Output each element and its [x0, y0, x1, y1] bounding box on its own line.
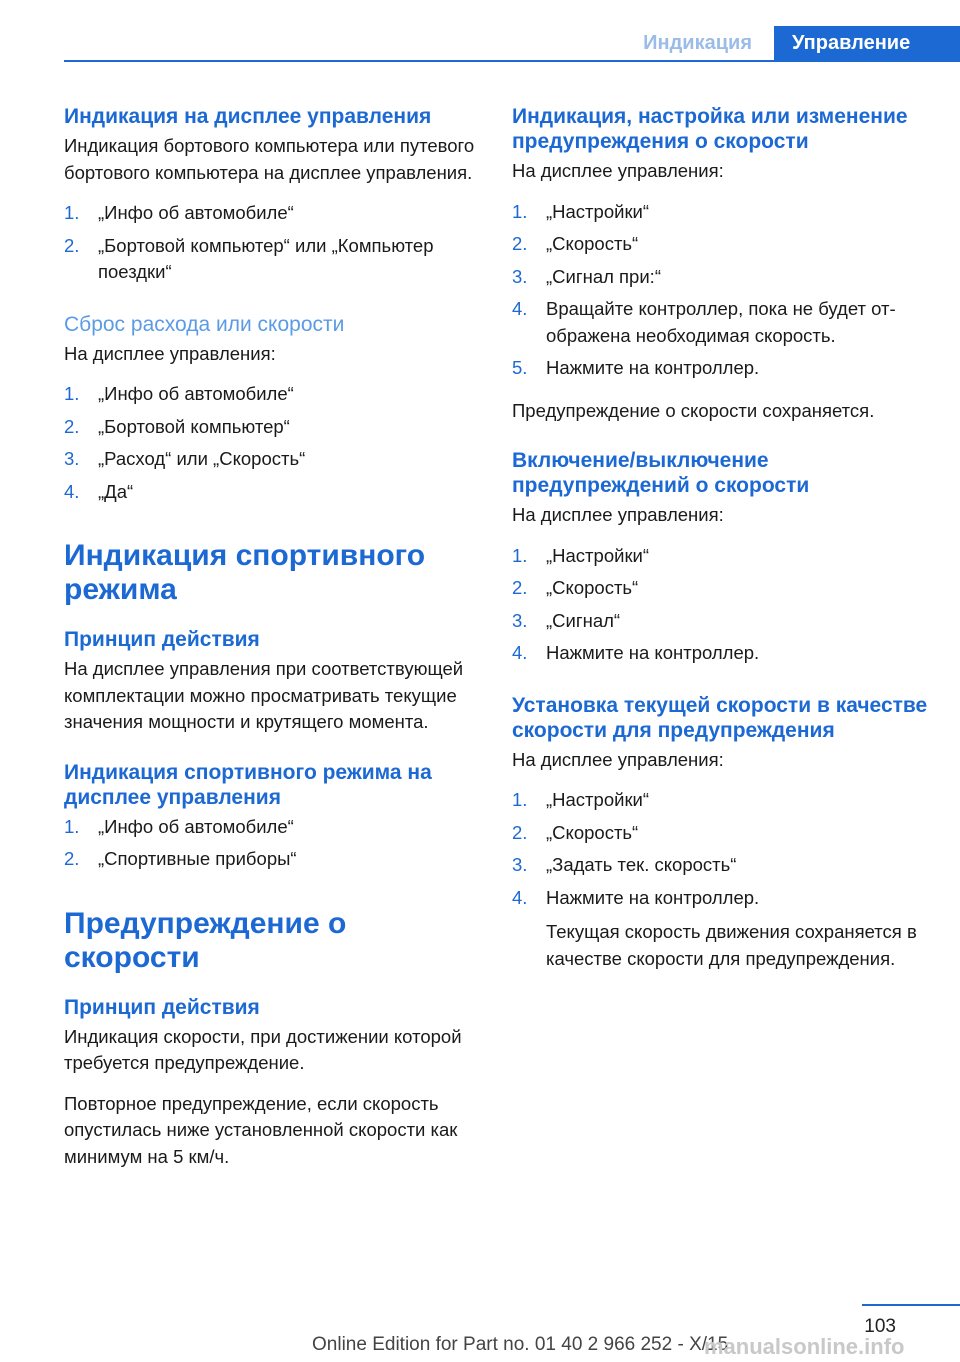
list-item-text: „Спортивные приборы“ — [98, 848, 297, 869]
list-item-text: Нажмите на контроллер. — [546, 886, 760, 908]
list-item-text: „Скорость“ — [546, 577, 639, 598]
list-item — [512, 852, 932, 879]
list-number: 3. — [512, 854, 528, 875]
list-item — [64, 233, 476, 286]
section-title: Сброс расхода или скорости — [64, 312, 345, 336]
steps-list — [512, 199, 932, 382]
list-number: 1. — [512, 544, 528, 566]
list-item — [64, 846, 476, 873]
list-item-text: „Инфо об автомобиле“ — [98, 383, 294, 404]
tab-control[interactable]: Управление — [774, 26, 960, 60]
paragraph: На дисплее управления: — [512, 748, 724, 770]
list-number: 1. — [64, 383, 80, 404]
list-number: 1. — [512, 789, 528, 810]
paragraph: На дисплее управления при соответствующей комплектации можно просматривать текущие значения мощности и крутящего момента. — [64, 658, 464, 732]
left-column — [64, 104, 476, 1184]
list-item — [64, 414, 476, 441]
footer-rule — [862, 1304, 960, 1306]
list-item — [512, 264, 932, 291]
list-item — [64, 446, 476, 473]
list-number: 5. — [512, 357, 528, 378]
list-item-text: „Настройки“ — [546, 200, 650, 222]
list-number: 2. — [64, 848, 80, 869]
list-item — [512, 820, 932, 847]
edition-text: Online Edition for Part no. 01 40 2 966 252 - X/15 — [312, 1334, 729, 1355]
list-number: 2. — [512, 821, 528, 843]
section-title: Включение/выключение предупреждений о скорости — [512, 449, 810, 497]
list-item-text: Вращайте контроллер, пока не будет отображена необходимая скорость. — [546, 298, 896, 346]
list-item — [512, 608, 932, 635]
list-number: 4. — [512, 886, 528, 908]
list-item-text: „Задать тек. скорость“ — [546, 854, 737, 875]
section-title: Установка текущей скорости в качестве скорости для предупреждения — [512, 693, 928, 742]
list-item-text: „Бортовой компьютер“ — [98, 415, 290, 437]
list-item — [512, 640, 932, 667]
list-number: 4. — [512, 298, 528, 319]
list-number: 3. — [512, 265, 528, 287]
list-number: 2. — [64, 415, 80, 437]
section-title: Принцип действия — [64, 628, 260, 651]
header-rule — [64, 60, 960, 62]
header-tabs — [621, 26, 960, 60]
list-item-text: Нажмите на контроллер. — [546, 357, 760, 378]
list-item — [512, 787, 932, 814]
paragraph: Индикация бортового компьютера или путевого бортового компьютера на дисплее управления. — [64, 135, 475, 183]
list-item-text: Нажмите на контроллер. — [546, 642, 760, 663]
list-item — [512, 543, 932, 570]
paragraph: На дисплее управления: — [512, 160, 724, 181]
tab-indication[interactable]: Индикация — [621, 26, 774, 60]
list-item-text: „Настройки“ — [546, 789, 650, 810]
steps-list — [64, 814, 476, 873]
paragraph: Индикация скорости, при достижении которой требуется предупреждение. — [64, 1025, 462, 1073]
list-number: 1. — [64, 202, 80, 223]
list-item — [512, 355, 932, 382]
list-number: 2. — [512, 233, 528, 254]
list-item — [512, 885, 932, 973]
section-title: Индикация спортивного режима на дисплее управления — [64, 760, 432, 809]
list-number: 4. — [64, 480, 80, 502]
paragraph: Повторное предупреждение, если скорость опустилась ниже установленной скорости как минимум на 5 км/ч. — [64, 1092, 458, 1167]
list-item — [64, 814, 476, 841]
watermark: manualsonline.info — [704, 1334, 905, 1359]
list-number: 1. — [512, 200, 528, 222]
list-item-text: „Инфо об автомобиле“ — [98, 202, 294, 223]
list-number: 3. — [64, 448, 80, 469]
list-item-text: „Расход“ или „Скорость“ — [98, 448, 306, 469]
list-item — [64, 200, 476, 227]
steps-list — [512, 787, 932, 972]
list-item — [64, 381, 476, 408]
list-item-text: „Да“ — [98, 480, 134, 502]
steps-list — [64, 381, 476, 505]
list-item — [512, 199, 932, 226]
list-item — [512, 575, 932, 602]
list-number: 3. — [512, 609, 528, 631]
page-number: 103 — [864, 1316, 896, 1337]
list-item-text: „Скорость“ — [546, 821, 639, 843]
list-item — [512, 296, 932, 349]
list-number: 1. — [64, 815, 80, 837]
section-title: Принцип действия — [64, 995, 260, 1019]
list-item-text: „Скорость“ — [546, 233, 639, 254]
section-title: Индикация на дисплее управления — [64, 105, 432, 128]
right-column — [512, 104, 932, 988]
chapter-heading: Индикация спортивного режима — [64, 539, 426, 606]
paragraph: На дисплее управления: — [64, 342, 276, 364]
list-item — [512, 231, 932, 258]
paragraph: Предупреждение о скорости сохраняется. — [512, 399, 875, 421]
list-item-text: „Инфо об автомобиле“ — [98, 815, 294, 837]
paragraph: На дисплее управления: — [512, 504, 724, 525]
list-number: 2. — [64, 234, 80, 256]
section-title: Индикация, настройка или изменение предупреждения о скорости — [512, 105, 908, 153]
list-item-text: „Бортовой компьютер“ или „Компьютер поездки“ — [98, 234, 434, 282]
list-item-text: „Сигнал“ — [546, 609, 621, 631]
list-item-text: „Сигнал при:“ — [546, 265, 661, 287]
chapter-heading: Предупреждение о скорости — [64, 906, 347, 974]
list-number: 2. — [512, 577, 528, 598]
list-item-text: „Настройки“ — [546, 544, 650, 566]
list-item — [64, 479, 476, 506]
list-number: 4. — [512, 642, 528, 663]
steps-list — [64, 200, 476, 286]
list-item-note: Текущая скорость движения сохраняется в качестве скорости для предупреждения. — [546, 921, 917, 969]
steps-list — [512, 543, 932, 667]
